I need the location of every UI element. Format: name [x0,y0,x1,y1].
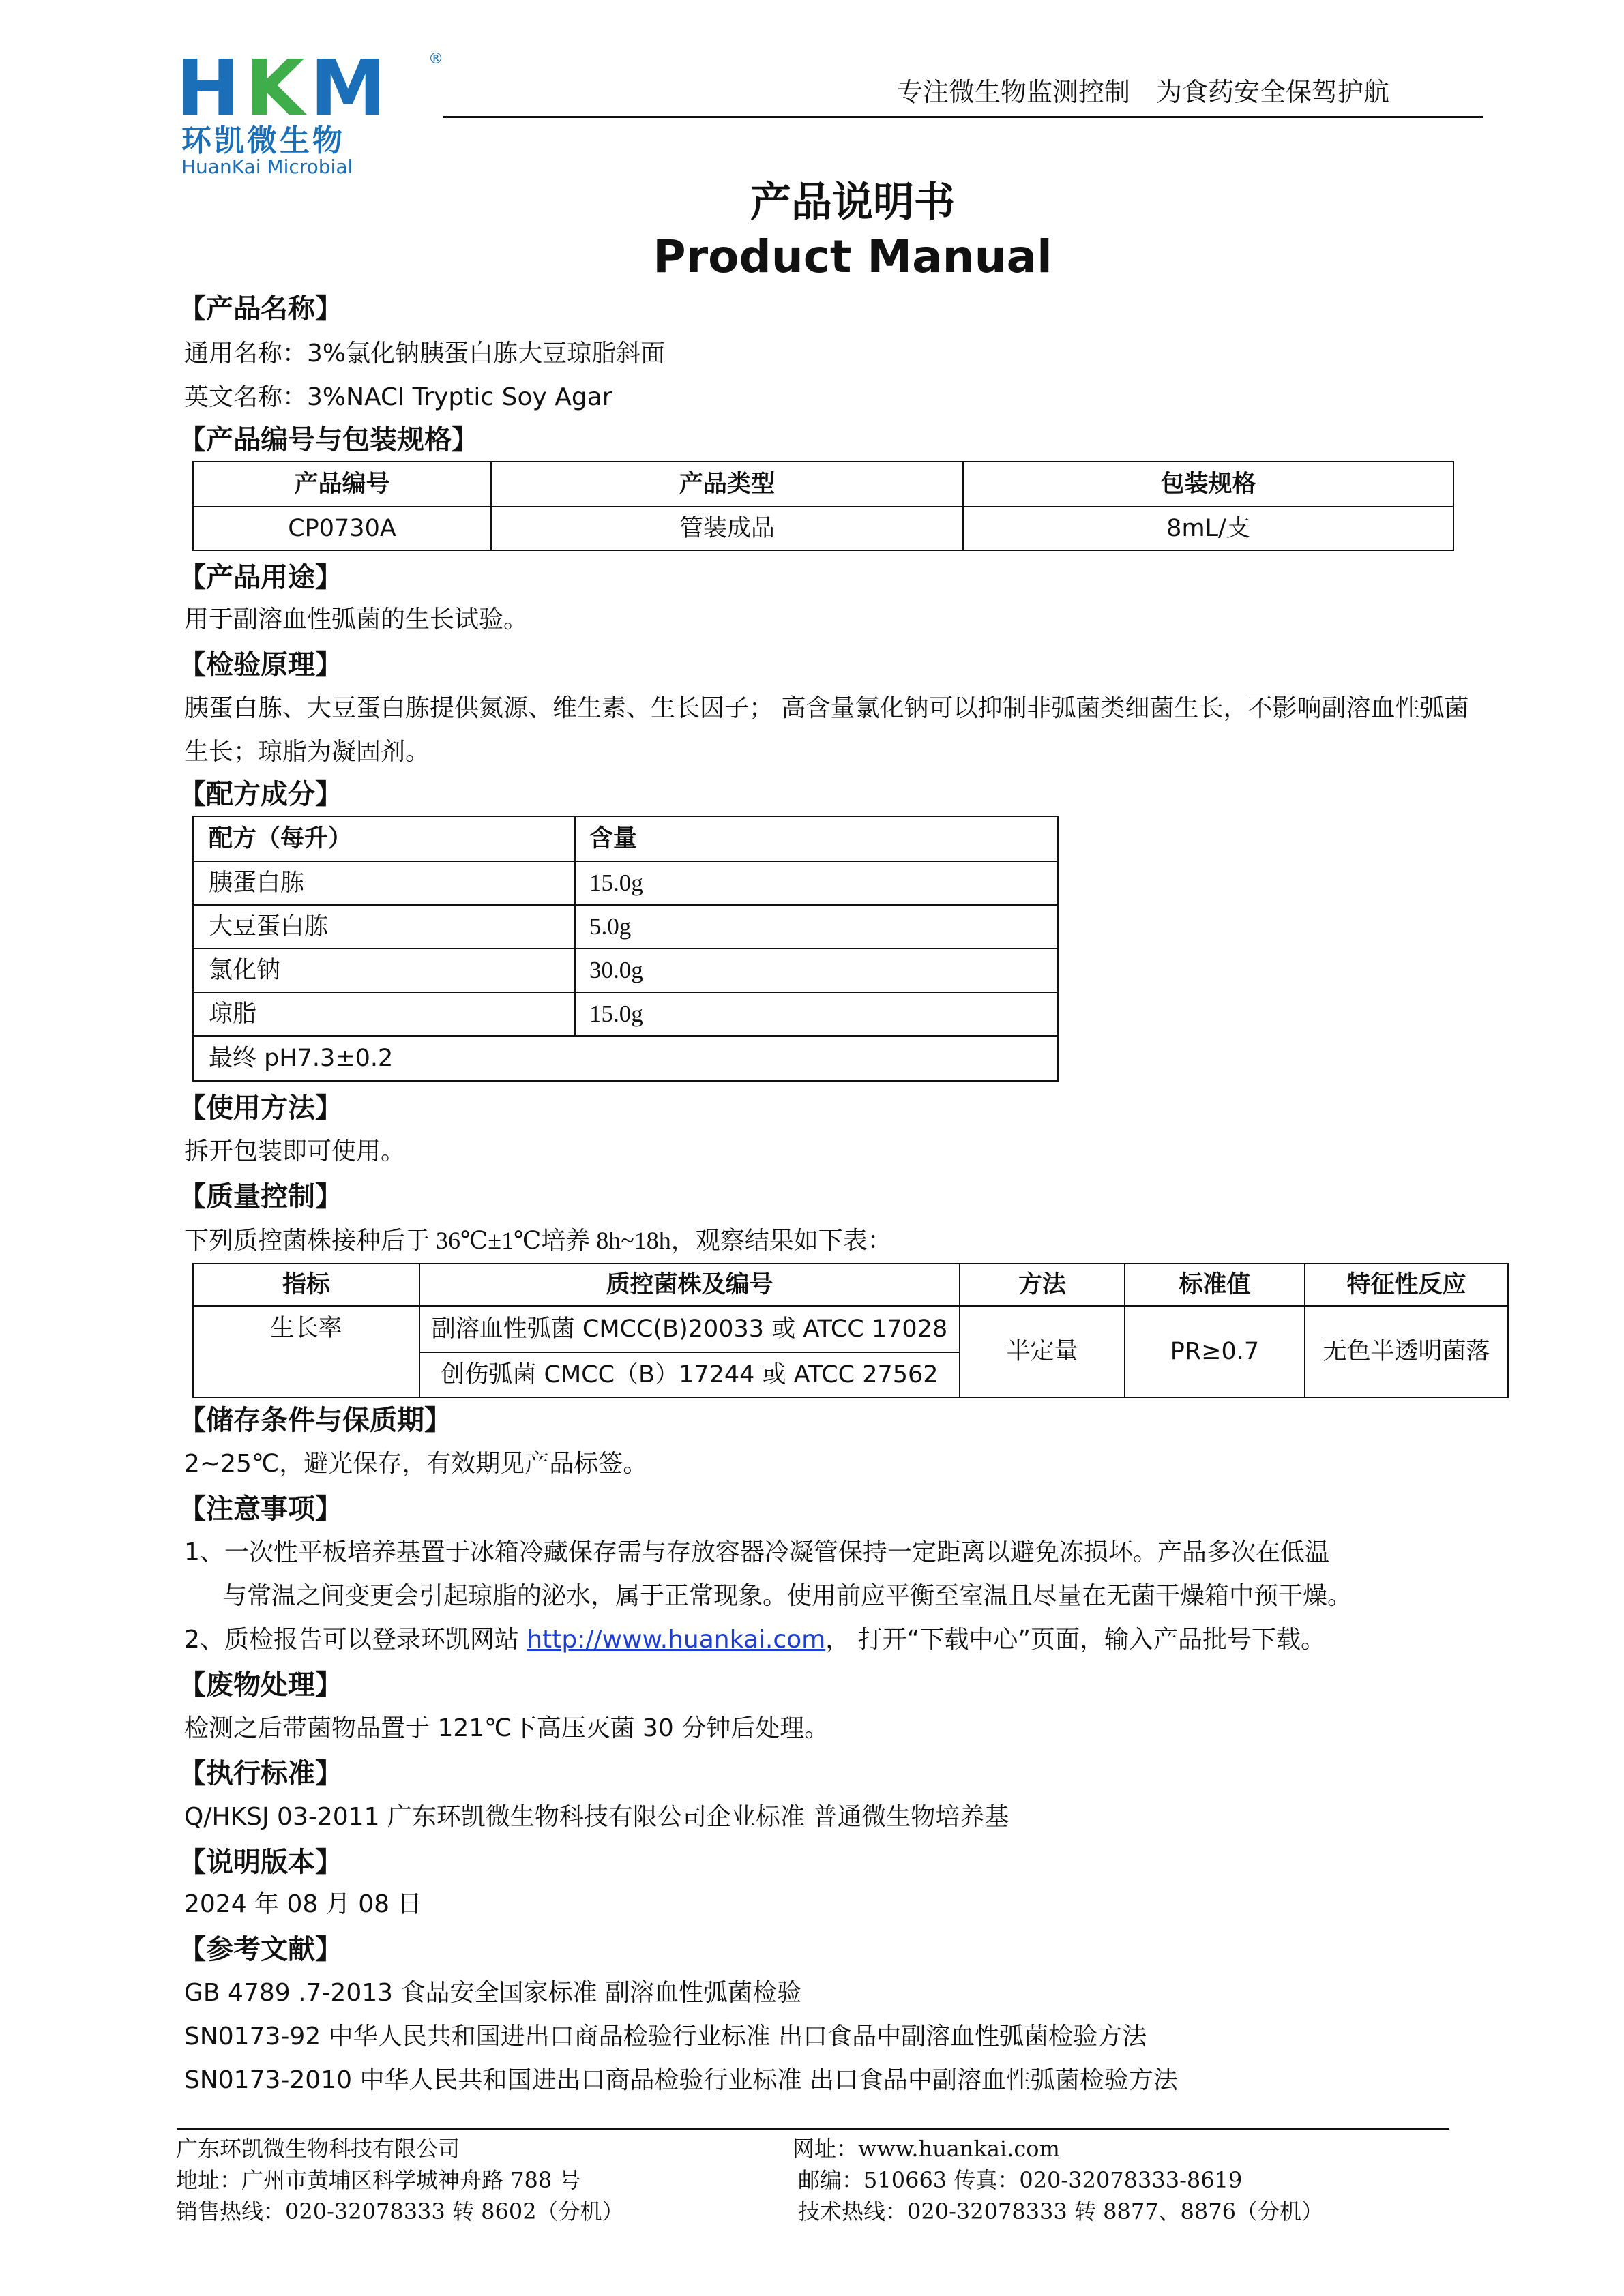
column-header: 配方（每升） [193,816,575,861]
reference-item: SN0173-92 中华人民共和国进出口商品检验行业标准 出口食品中副溶血性弧菌检验方法 [184,2023,1147,2051]
formula-table [192,816,1059,1082]
section-heading-packaging: 【产品编号与包装规格】 [179,424,479,456]
column-header: 含量 [575,816,1058,861]
table-row [193,905,1058,949]
footer-postal-fax: 邮编：510663 传真：020-32078333-8619 [798,2167,1243,2193]
product-english-name: 英文名称：3%NACl Tryptic Soy Agar [184,383,612,411]
qc-method: 半定量 [960,1306,1125,1397]
storage-text: 2~25℃，避光保存，有效期见产品标签。 [184,1450,648,1478]
product-type: 管装成品 [491,507,963,550]
section-heading-qc: 【质量控制】 [179,1181,342,1212]
header-divider [443,116,1483,118]
ingredient-amount: 15.0g [575,992,1058,1036]
ingredient-name: 大豆蛋白胨 [193,905,575,949]
qc-standard: PR≥0.7 [1125,1306,1305,1397]
reference-item: GB 4789 .7-2013 食品安全国家标准 副溶血性弧菌检验 [184,1979,801,2007]
section-heading-references: 【参考文献】 [179,1934,342,1965]
table-header-row [193,462,1453,507]
footer-website: 网址：www.huankai.com [793,2136,1060,2162]
table-row [193,1306,1508,1352]
registered-mark: ® [428,50,443,68]
standard-text: Q/HKSJ 03-2011 广东环凯微生物科技有限公司企业标准 普通微生物培养基 [184,1803,1009,1831]
header-tagline: 专注微生物监测控制 为食药安全保驾护航 [897,77,1390,107]
method-text: 拆开包装即可使用。 [184,1137,406,1165]
note-2-prefix: 2、质检报告可以登录环凯网站 [184,1626,527,1654]
footer-tech-hotline: 技术热线：020-32078333 转 8877、8876（分机） [798,2198,1323,2224]
package-spec: 8mL/支 [963,507,1453,550]
footer-company: 广东环凯微生物科技有限公司 [176,2136,460,2162]
table-row [193,861,1058,905]
table-header-row [193,816,1058,861]
ingredient-amount: 5.0g [575,905,1058,949]
note-1-line1: 1、一次性平板培养基置于冰箱冷藏保存需与存放容器冷凝管保持一定距离以避免冻损坏。产品多次在低温 [184,1538,1329,1566]
table-row [193,949,1058,992]
column-header: 方法 [960,1264,1125,1306]
qc-indicator: 生长率 [193,1306,419,1397]
product-common-name: 通用名称：3%氯化钠胰蛋白胨大豆琼脂斜面 [184,340,666,368]
final-ph: 最终 pH7.3±0.2 [193,1036,1058,1081]
website-link[interactable]: http://www.huankai.com [527,1626,826,1654]
ingredient-amount: 30.0g [575,949,1058,992]
purpose-text: 用于副溶血性弧菌的生长试验。 [184,606,529,633]
section-heading-version: 【说明版本】 [179,1847,342,1878]
column-header: 质控菌株及编号 [419,1264,960,1306]
disposal-text: 检测之后带菌物品置于 121℃下高压灭菌 30 分钟后处理。 [184,1714,829,1742]
column-header: 标准值 [1125,1264,1305,1306]
qc-strain: 创伤弧菌 CMCC（B）17244 或 ATCC 27562 [419,1352,960,1397]
ingredient-name: 胰蛋白胨 [193,861,575,905]
footer-sales-hotline: 销售热线：020-32078333 转 8602（分机） [176,2198,624,2224]
packaging-table [192,461,1454,551]
principle-text-line1: 胰蛋白胨、大豆蛋白胨提供氮源、维生素、生长因子； 高含量氯化钠可以抑制非弧菌类细菌生长，不影响副溶血性弧菌 [184,694,1469,722]
footer-address: 地址：广州市黄埔区科学城神舟路 788 号 [176,2167,581,2193]
company-logo [176,44,443,178]
note-1-line2: 与常温之间变更会引起琼脂的泌水，属于正常现象。使用前应平衡至室温且尽量在无菌干燥箱中预干燥。 [222,1582,1353,1610]
principle-text-line2: 生长；琼脂为凝固剂。 [184,738,430,766]
logo-chinese-name: 环凯微生物 [181,123,345,158]
version-text: 2024 年 08 月 08 日 [184,1890,422,1918]
qc-table [192,1263,1509,1398]
product-code: CP0730A [193,507,491,550]
column-header: 包装规格 [963,462,1453,507]
table-row [193,992,1058,1036]
ingredient-name: 琼脂 [193,992,575,1036]
column-header: 产品类型 [491,462,963,507]
section-heading-storage: 【储存条件与保质期】 [179,1405,452,1436]
section-heading-disposal: 【废物处理】 [179,1669,342,1701]
note-2 [184,1624,1325,1656]
section-heading-standard: 【执行标准】 [179,1758,342,1789]
section-heading-principle: 【检验原理】 [179,649,342,681]
page-title-cn: 产品说明书 [750,179,955,226]
qc-strain: 副溶血性弧菌 CMCC(B)20033 或 ATCC 17028 [419,1306,960,1352]
column-header: 特征性反应 [1305,1264,1508,1306]
section-heading-notes: 【注意事项】 [179,1493,342,1525]
qc-intro: 下列质控菌株接种后于 36℃±1℃培养 8h~18h，观察结果如下表： [184,1227,892,1254]
section-heading-purpose: 【产品用途】 [179,562,342,593]
column-header: 指标 [193,1264,419,1306]
page-title-en: Product Manual [653,230,1052,283]
reference-item: SN0173-2010 中华人民共和国进出口商品检验行业标准 出口食品中副溶血性弧菌检验方法 [184,2066,1178,2094]
qc-reaction: 无色半透明菌落 [1305,1306,1508,1397]
column-header: 产品编号 [193,462,491,507]
logo-mark: HKM [176,44,392,133]
ingredient-name: 氯化钠 [193,949,575,992]
section-heading-formula: 【配方成分】 [179,779,342,810]
note-2-suffix: ， 打开“下载中心”页面，输入产品批号下载。 [825,1626,1325,1654]
logo-english-name: HuanKai Microbial [181,155,353,178]
section-heading-method: 【使用方法】 [179,1092,342,1124]
section-heading-product-name: 【产品名称】 [179,293,342,325]
table-header-row [193,1264,1508,1306]
footer-divider [177,2128,1449,2130]
ingredient-amount: 15.0g [575,861,1058,905]
table-row [193,1036,1058,1081]
table-row [193,507,1453,550]
